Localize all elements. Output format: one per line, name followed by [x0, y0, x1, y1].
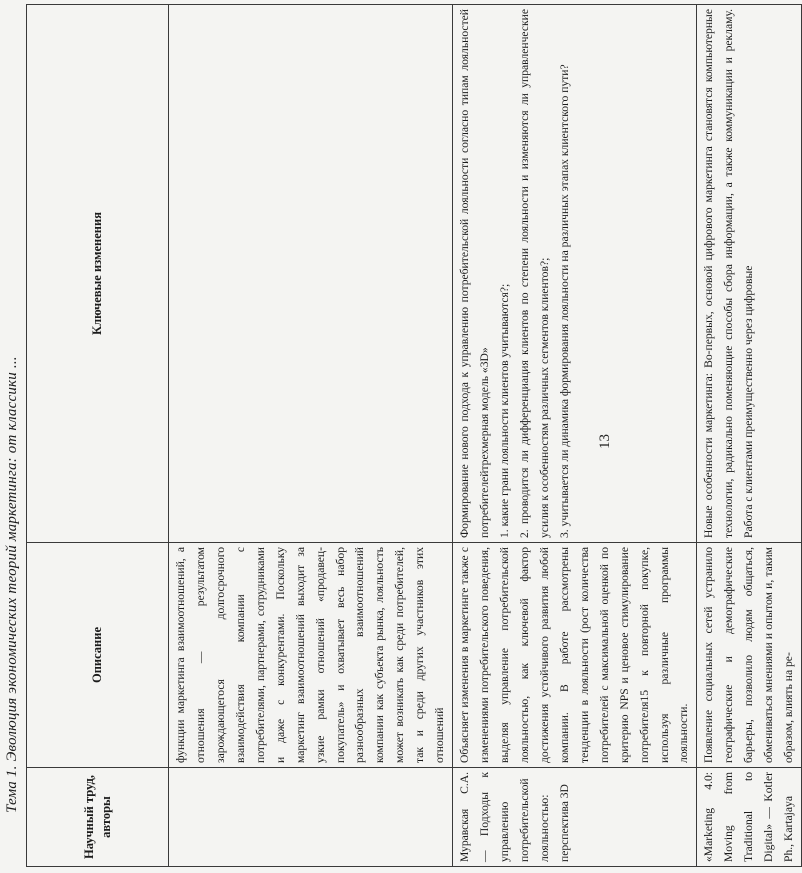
running-header: Тема 1. Эволюция экономических теорий маркетинга: от классики ... — [4, 356, 20, 813]
cell-changes — [169, 5, 453, 543]
changes-item-2: 2. проводится ли дифференциация клиентов по степени лояльности и изменяются ли управленческие усилия к особенностям различных сегментов клиентов?; — [517, 9, 551, 538]
column-header-changes: Ключевые изменения — [27, 5, 169, 543]
table-row — [697, 5, 802, 867]
table-row — [453, 5, 697, 867]
theories-table — [26, 4, 802, 867]
cell-changes — [453, 5, 697, 543]
column-header-description: Описание — [27, 543, 169, 768]
cell-description: Объясняет изменения в маркетинге также с изменениями потребительского поведения, выделяя управление потребительской лояльностью, как ключевой фактор достижения устойчивого развития любой компании. В работе рассмотрены тенденции в лояльности (рост количества потребителей с максимальной оценкой по критерию NPS и ценовое стимулирование потребителя15 к повторной покупке, используя различные программы лояльности. — [453, 543, 697, 768]
page-number: 13 — [597, 434, 613, 449]
cell-changes: Новые особенности маркетинга: Во-первых, основой цифрового маркетинга становятся компьютерные технологии, радикально поменяющие способы сбора информации, а также коммуникации и рекламу. Работа с клиентами преимущественно через цифровые — [697, 5, 802, 543]
table-row — [169, 5, 453, 867]
changes-intro: Формирование нового подхода к управлению потребительской лояльности согласно типам лояльностей потребителейтрехмерная модель «3D» — [458, 9, 492, 538]
column-header-work: Научный труд, авторы — [27, 768, 169, 867]
cell-work — [169, 768, 453, 867]
cell-description: Появление социальных сетей устранило географические и демографические барьеры, позволило людям общаться, обмениваться мнениями и опытом и, таким образом, влиять на ре- — [697, 543, 802, 768]
changes-item-3: 3. учитывается ли динамика формирования лояльности на различных этапах клиентского пути? — [557, 64, 571, 538]
cell-work: Муравская С.А. — Подходы к управлению потребительской лояльностью: перспектива 3D — [453, 768, 697, 867]
changes-item-1: 1. какие грани лояльности клиентов учитываются?; — [498, 283, 511, 538]
table-header-row — [27, 5, 169, 867]
cell-description: функции маркетинга взаимоотношений, а отношения — результатом зарождающегося долгосрочного взаимодействия компании с потребителями, партнерами, сотрудниками и даже с конкурентами. Поскольку маркетинг взаимоотношений выходит за узкие рамки отношений «продавец-покупатель» и охватывает весь набор разнообразных взаимоотношений компании как субъекта рынка, лояльность может возникать как среди потребителей, так и среди других участников этих отношений — [169, 543, 453, 768]
cell-work: «Marketing 4.0: Moving from Traditional to Digital» — Kotler Ph., Kartajaya — [697, 768, 802, 867]
